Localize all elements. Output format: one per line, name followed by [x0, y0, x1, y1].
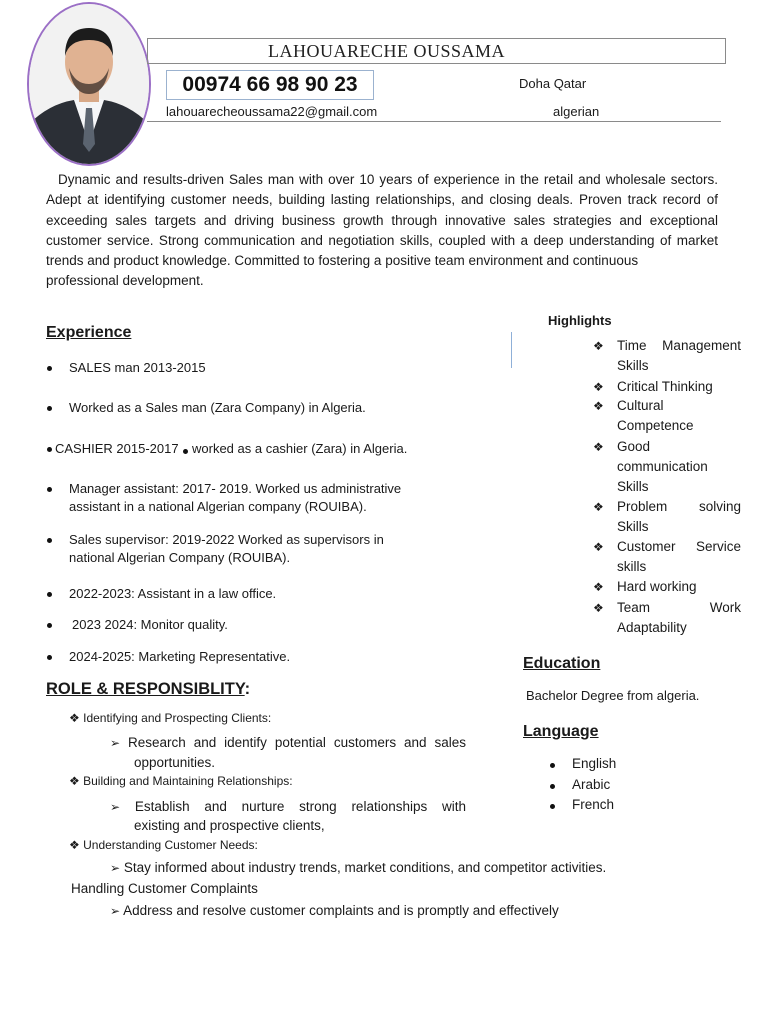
arrow-bullet-icon: ➢: [110, 736, 121, 750]
role-subitem: [110, 797, 466, 817]
avatar: [29, 4, 149, 164]
role-title: Building and Maintaining Relationships:: [83, 774, 293, 788]
name-box: [147, 38, 726, 64]
role-subitem: [110, 733, 466, 753]
diamond-bullet-icon: ❖: [69, 711, 80, 725]
experience-text: worked as a cashier (Zara) in Algeria.: [192, 441, 408, 456]
highlight-text: Cultural Competence: [617, 398, 694, 433]
language-text: French: [572, 797, 615, 812]
bullet-icon: [47, 447, 52, 452]
role-title: Understanding Customer Needs:: [83, 838, 258, 852]
highlight-text: Hard working: [617, 579, 697, 594]
location: Doha Qatar: [519, 76, 587, 91]
role-detail: Address and resolve customer complaints and is promptly and effectively: [123, 903, 559, 918]
bullet-icon: [47, 592, 52, 597]
role-item: [69, 774, 293, 788]
education-heading: Education: [523, 655, 601, 672]
arrow-bullet-icon: ➢: [110, 861, 121, 875]
role-title: Identifying and Prospecting Clients:: [83, 711, 272, 725]
nationality: algerian: [553, 104, 600, 119]
language-heading: Language: [523, 723, 599, 740]
highlight-text: Good communication Skills: [617, 439, 708, 494]
diamond-bullet-icon: ❖: [593, 540, 604, 554]
bullet-icon: [47, 623, 52, 628]
experience-text: Worked as a Sales man (Zara Company) in Algeria.: [69, 400, 366, 415]
arrow-bullet-icon: ➢: [110, 800, 121, 814]
summary-paragraph: Dynamic and results-driven Sales man with over 10 years of experience in the retail and wholesale sectors. Adept at identifying customer needs, building lasting relationships, and closing deals. Proven track record of exceeding sales targets and driving business growth through innovative sales strategies and exceptional customer service. Strong communication and negotiation skills, coupled with a deep understanding of market trends and product knowledge. Committed to fostering a positive team environment and continuous: [46, 172, 718, 269]
diamond-bullet-icon: ❖: [593, 380, 604, 394]
bullet-icon: [47, 538, 52, 543]
experience-text: 2022-2023: Assistant in a law office.: [69, 586, 277, 601]
highlights-heading: Highlights: [548, 313, 612, 328]
role-subitem-continuation: existing and prospective clients,: [134, 818, 325, 833]
bullet-icon: [183, 449, 188, 454]
bullet-icon: [550, 804, 555, 809]
experience-text: 2024-2025: Marketing Representative.: [69, 649, 291, 664]
diamond-bullet-icon: ❖: [69, 774, 80, 788]
diamond-bullet-icon: ❖: [593, 339, 604, 353]
role-plain-item: Handling Customer Complaints: [71, 881, 258, 896]
profile-summary: [46, 170, 718, 292]
highlight-text: Problem solving Skills: [617, 499, 741, 534]
language-text: Arabic: [572, 777, 611, 792]
experience-text: Manager assistant: 2017- 2019. Worked us administrative: [69, 481, 402, 496]
experience-text: Sales supervisor: 2019-2022 Worked as supervisors in: [69, 532, 384, 547]
experience-text: CASHIER 2015-2017: [55, 441, 179, 456]
bullet-icon: [47, 655, 52, 660]
experience-text: assistant in a national Algerian company (ROUIBA).: [69, 499, 367, 514]
column-divider: [511, 332, 512, 368]
language-text: English: [572, 756, 617, 771]
education-text: Bachelor Degree from algeria.: [526, 688, 700, 703]
role-item: [69, 711, 271, 725]
role-subitem: [110, 858, 606, 878]
diamond-bullet-icon: ❖: [593, 399, 604, 413]
role-detail: Research and identify potential customers and sales: [128, 735, 466, 750]
summary-last-line: professional development.: [46, 273, 204, 289]
diamond-bullet-icon: ❖: [69, 838, 80, 852]
role-subitem: [110, 901, 559, 921]
header-divider: [147, 121, 721, 122]
bullet-icon: [47, 487, 52, 492]
profile-photo: [27, 2, 151, 166]
experience-text: 2023 2024: Monitor quality.: [72, 617, 228, 632]
experience-text: national Algerian Company (ROUIBA).: [69, 550, 291, 565]
diamond-bullet-icon: ❖: [593, 601, 604, 615]
highlight-text: Team Work Adaptability: [617, 600, 741, 635]
email-address: lahouarecheoussama22@gmail.com: [166, 104, 378, 119]
bullet-icon: [47, 406, 52, 411]
bullet-icon: [47, 366, 52, 371]
diamond-bullet-icon: ❖: [593, 440, 604, 454]
diamond-bullet-icon: ❖: [593, 580, 604, 594]
experience-text: SALES man 2013-2015: [69, 360, 206, 375]
role-item: [69, 838, 258, 852]
bullet-icon: [550, 763, 555, 768]
bullet-icon: [550, 784, 555, 789]
role-detail: Stay informed about industry trends, market conditions, and competitor activities.: [123, 860, 607, 875]
highlight-text: Customer Service skills: [617, 539, 741, 574]
highlight-text: Time Management Skills: [617, 338, 741, 373]
arrow-bullet-icon: ➢: [110, 904, 121, 918]
role-heading-text: ROLE & RESPONSIBLITY: [46, 680, 245, 698]
role-heading-colon: :: [244, 680, 251, 698]
candidate-name: LAHOUARECHE OUSSAMA: [268, 41, 506, 61]
role-heading: [46, 680, 250, 699]
diamond-bullet-icon: ❖: [593, 500, 604, 514]
phone-number: 00974 66 98 90 23: [166, 70, 374, 100]
highlight-text: Critical Thinking: [617, 379, 713, 394]
role-subitem-continuation: opportunities.: [134, 755, 216, 770]
role-detail: Establish and nurture strong relationships with: [134, 799, 466, 814]
experience-heading: Experience: [46, 324, 132, 341]
